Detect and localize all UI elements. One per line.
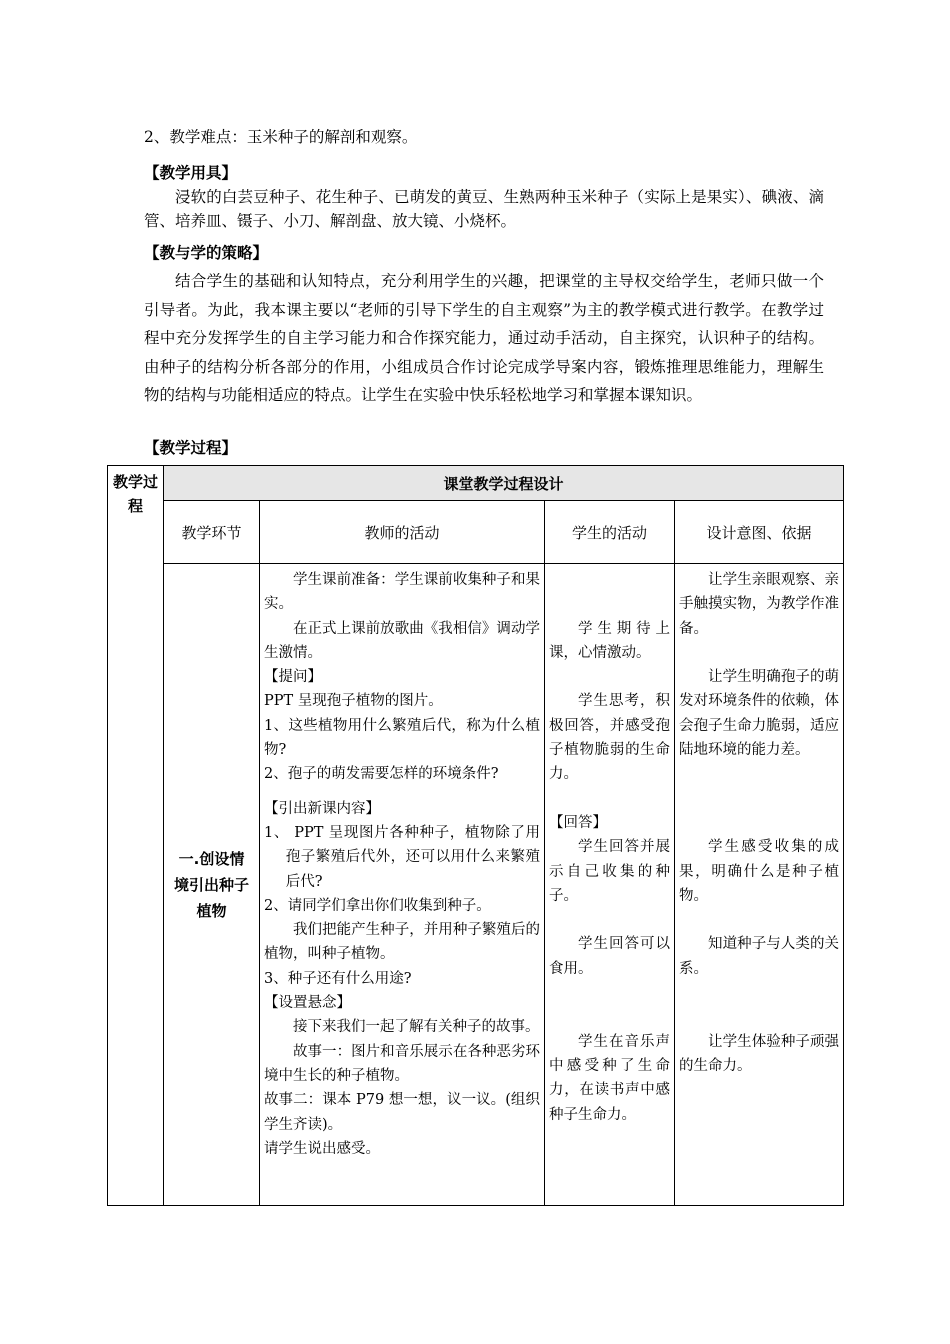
student-line: 学生回答可以食用。: [549, 936, 670, 977]
teacher-line: 1、 PPT 呈现图片各种种子，植物除了用孢子繁殖后代外，还可以用什么来繁殖后代?: [264, 824, 540, 890]
header-teacher: 教师的活动: [260, 501, 545, 564]
stage-cell: [164, 564, 260, 1206]
teacher-line: 学生课前准备：学生课前收集种子和果实。: [264, 572, 540, 613]
student-line: 学生思考，积极回答，并感受孢子植物脆弱的生命力。: [549, 693, 670, 783]
design-intent: [675, 564, 843, 1078]
intent-line: 让学生体验种子顽强的生命力。: [679, 1033, 840, 1074]
process-heading: 【教学过程】: [144, 439, 238, 457]
teacher-line: 【设置悬念】: [264, 995, 351, 1012]
teacher-line: 接下来我们一起了解有关种子的故事。: [293, 1019, 540, 1036]
teacher-line: 我们把能产生种子，并用种子繁殖后的植物，叫种子植物。: [264, 922, 540, 963]
header-intent: 设计意图、依据: [675, 501, 844, 564]
teacher-line: 【引出新课内容】: [264, 800, 380, 817]
student-line: 学生在音乐声中感受种了生命力，在读书声中感种子生命力。: [549, 1033, 670, 1123]
table-banner: 课堂教学过程设计: [164, 466, 844, 501]
student-line: 【回答】: [549, 814, 607, 831]
header-stage: 教学环节: [164, 501, 260, 564]
teaching-process-table: [107, 465, 844, 1206]
tools-text: 浸软的白芸豆种子、花生种子、已萌发的黄豆、生熟两种玉米种子（实际上是果实）、碘液、滴管、培养皿、镊子、小刀、解剖盘、放大镜、小烧杯。: [144, 188, 824, 230]
teacher-line: PPT 呈现孢子植物的图片。: [264, 693, 443, 710]
outer-label: 教学过程: [112, 473, 158, 515]
student-line: 学生回答并展示自己收集的种子。: [549, 839, 670, 904]
stage-title: 一.创设情境引出种子植物: [173, 849, 249, 920]
student-activity-cell: [545, 564, 675, 1206]
teacher-line: 1、这些植物用什么繁殖后代，称为什么植物?: [264, 717, 540, 759]
student-line: 学生期待上课，心情激动。: [549, 620, 670, 661]
difficulty-line: 2、教学难点：玉米种子的解剖和观察。: [144, 128, 418, 146]
intent-line: 让学生亲眼观察、亲手触摸实物，为教学作准备。: [679, 572, 840, 637]
teacher-line: 2、孢子的萌发需要怎样的环境条件?: [264, 766, 499, 783]
teacher-line: 故事二：课本 P79 想一想，议一议。(组织学生齐读)。: [264, 1092, 540, 1133]
design-intent-cell: [675, 564, 844, 1206]
strategy-text: 结合学生的基础和认知特点，充分利用学生的兴趣，把课堂的主导权交给学生，老师只做一个引导者。为此，我本课主要以“老师的引导下学生的自主观察”为主的教学模式进行教学。在教学过程中充分发挥学生的自主学习能力和合作探究能力，通过动手活动，自主探究，认识种子的结构。由种子的结构分析各部分的作用，小组成员合作讨论完成学导案内容，锻炼推理思维能力，理解生物的结构与功能相适应的特点。让学生在实验中快乐轻松地学习和掌握本课知识。: [144, 272, 824, 405]
student-activity: [545, 564, 674, 1127]
teacher-line: 2、请同学们拿出你们收集到种子。: [264, 897, 491, 914]
outer-label-cell: [108, 466, 164, 1206]
teacher-line: 请学生说出感受。: [264, 1140, 380, 1157]
teacher-activity: [260, 564, 544, 1161]
strategy-heading: 【教与学的策略】: [144, 244, 269, 262]
teacher-line: 【提问】: [264, 669, 322, 686]
intent-line: 让学生明确孢子的萌发对环境条件的依赖，体会孢子生命力脆弱，适应陆地环境的能力差。: [679, 669, 840, 759]
header-student: 学生的活动: [545, 501, 675, 564]
tools-heading: 【教学用具】: [144, 164, 238, 182]
teacher-line: 3、种子还有什么用途?: [264, 970, 412, 987]
teacher-line: 在正式上课前放歌曲《我相信》调动学生激情。: [264, 620, 540, 661]
intent-line: 学生感受收集的成果，明确什么是种子植物。: [679, 839, 840, 904]
intent-line: 知道种子与人类的关系。: [679, 936, 840, 977]
teacher-line: 故事一：图片和音乐展示在各种恶劣环境中生长的种子植物。: [264, 1043, 540, 1084]
teacher-activity-cell: [260, 564, 545, 1206]
